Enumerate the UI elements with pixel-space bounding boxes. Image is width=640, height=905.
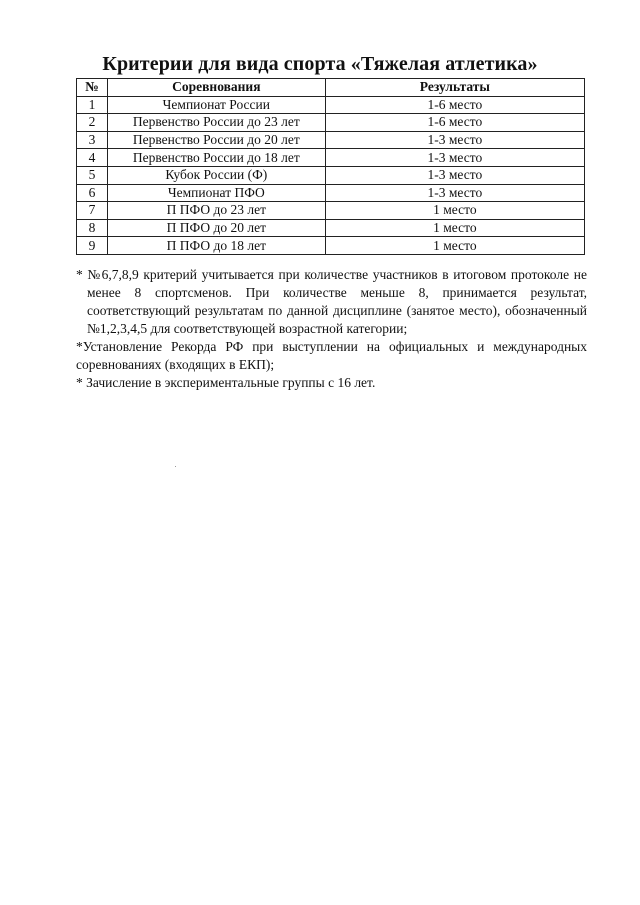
row-result: 1 место <box>325 202 584 220</box>
row-number: 5 <box>77 166 108 184</box>
footnote-record: *Установление Рекорда РФ при выступлении на официальных и международных соревнованиях (входящих в ЕКП); <box>76 339 587 372</box>
row-result: 1-3 место <box>325 131 584 149</box>
footnote-experimental-groups: * Зачисление в экспериментальные группы с 16 лет. <box>76 375 376 390</box>
row-number: 1 <box>77 96 108 114</box>
table-row <box>77 202 585 220</box>
table-row <box>77 184 585 202</box>
row-competition: Первенство России до 23 лет <box>107 114 325 132</box>
row-competition: Первенство России до 18 лет <box>107 149 325 167</box>
row-result: 1 место <box>325 219 584 237</box>
row-number: 6 <box>77 184 108 202</box>
row-result: 1 место <box>325 237 584 255</box>
row-number: 9 <box>77 237 108 255</box>
row-result: 1-6 место <box>325 114 584 132</box>
row-number: 8 <box>77 219 108 237</box>
row-number: 4 <box>77 149 108 167</box>
row-competition: Чемпионат России <box>107 96 325 114</box>
footnote-participants: * №6,7,8,9 критерий учитывается при количестве участников в итоговом протоколе не менее 8 спортсменов. При количестве меньше 8, принимается результат, соответствующий результатам по данной дисциплине (занятое место), обозначенный №1,2,3,4,5 для соответствующей возрастной категории; <box>76 267 587 336</box>
table-row <box>77 96 585 114</box>
criteria-table <box>76 78 585 255</box>
row-competition: П ПФО до 18 лет <box>107 237 325 255</box>
row-result: 1-3 место <box>325 184 584 202</box>
row-result: 1-3 место <box>325 149 584 167</box>
row-competition: Кубок России (Ф) <box>107 166 325 184</box>
table-row <box>77 219 585 237</box>
row-result: 1-6 место <box>325 96 584 114</box>
row-result: 1-3 место <box>325 166 584 184</box>
table-row <box>77 131 585 149</box>
row-number: 2 <box>77 114 108 132</box>
table-row <box>77 166 585 184</box>
row-competition: Первенство России до 20 лет <box>107 131 325 149</box>
table-row <box>77 114 585 132</box>
header-number: № <box>77 79 108 97</box>
scan-speck <box>175 466 176 467</box>
table-row <box>77 149 585 167</box>
table-row <box>77 237 585 255</box>
header-competition: Соревнования <box>107 79 325 97</box>
row-competition: П ПФО до 20 лет <box>107 219 325 237</box>
page-title: Критерии для вида спорта «Тяжелая атлетика» <box>102 53 538 75</box>
row-number: 3 <box>77 131 108 149</box>
row-competition: П ПФО до 23 лет <box>107 202 325 220</box>
row-competition: Чемпионат ПФО <box>107 184 325 202</box>
table-header-row <box>77 79 585 97</box>
header-results: Результаты <box>325 79 584 97</box>
footnotes <box>76 266 587 392</box>
row-number: 7 <box>77 202 108 220</box>
